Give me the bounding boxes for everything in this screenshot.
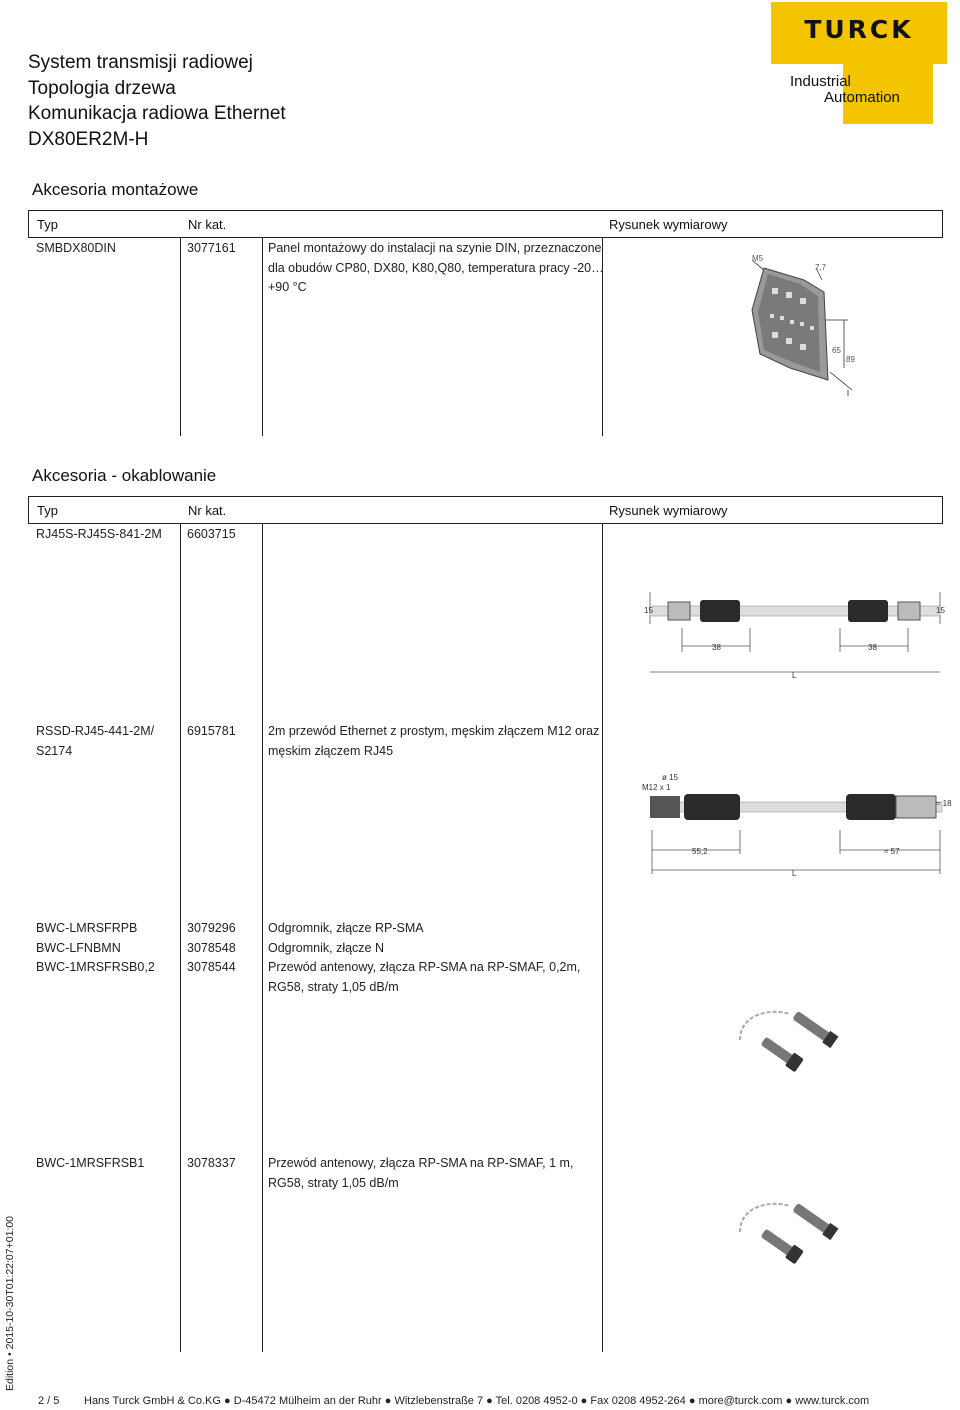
row-nr: 3078337 — [187, 1156, 236, 1170]
label-38-left: 38 — [712, 643, 721, 652]
label-l: L — [792, 671, 797, 680]
document-title — [28, 50, 286, 152]
footer-company: Hans Turck GmbH & Co.KG ● D-45472 Mülheim an der Ruhr ● Witzlebenstraße 7 ● Tel. 0208 4952-0 ● Fax 0208 4952-264 ● more@turck.com ● www.turck.com — [84, 1395, 870, 1407]
col-drawing: Rysunek wymiarowy — [609, 217, 728, 232]
label-m12: M12 x 1 — [642, 783, 671, 792]
section-title-mounting: Akcesoria montażowe — [32, 180, 199, 199]
logo-tagline-automation: Automation — [824, 89, 900, 106]
row-desc: 2m przewód Ethernet z prostym, męskim złączem M12 oraz męskim złączem RJ45 — [268, 724, 600, 758]
column-divider — [180, 524, 181, 1352]
title-line-4: DX80ER2M-H — [28, 128, 149, 150]
row-nr: 6603715 — [187, 527, 236, 541]
col-typ: Typ — [37, 217, 58, 232]
row-desc: Odgromnik, złącze RP-SMA Odgromnik, złącze N Przewód antenowy, złącza RP-SMA na RP-SMAF, 0,2m, RG58, straty 1,05 dB/m — [268, 921, 581, 994]
label-89: 89 — [846, 355, 855, 364]
table-header-cabling — [28, 496, 943, 524]
row-nr: 6915781 — [187, 724, 236, 738]
label-55-2: 55,2 — [692, 847, 708, 856]
row-typ: BWC-1MRSFRSB1 — [36, 1156, 145, 1170]
logo-wordmark: TURCK — [804, 15, 914, 44]
label-57: ≈ 57 — [884, 847, 900, 856]
col-nr: Nr kat. — [188, 503, 227, 518]
row-typ: RJ45S-RJ45S-841-2M — [36, 527, 162, 541]
row-desc: Panel montażowy do instalacji na szynie DIN, przeznaczone dla obudów CP80, DX80, K80,Q80, temperatura pracy -20… +90 °C — [268, 241, 604, 294]
column-divider — [180, 238, 181, 436]
title-line-1: System transmisji radiowej — [28, 52, 253, 73]
section-title-cabling: Akcesoria - okablowanie — [32, 466, 217, 485]
m12-rj45-cable-drawing — [640, 770, 960, 880]
row-typ: BWC-LMRSFRPB BWC-LFNBMN BWC-1MRSFRSB0,2 — [36, 921, 155, 974]
label-dia-15: ø 15 — [662, 773, 679, 782]
column-divider — [262, 238, 263, 436]
table-header-mounting — [28, 210, 943, 238]
edition-stamp: Edition • 2015-10-30T01:22:07+01:00 — [4, 1215, 16, 1391]
row-nr: 3077161 — [187, 241, 236, 255]
logo-tagline-industrial: Industrial — [790, 73, 851, 90]
title-line-2: Topologia drzewa — [28, 77, 176, 99]
label-15-right: 15 — [936, 606, 945, 615]
label-7-7: 7,7 — [815, 263, 827, 272]
label-15-left: 15 — [644, 606, 653, 615]
row-desc: Przewód antenowy, złącza RP-SMA na RP-SMAF, 1 m, RG58, straty 1,05 dB/m — [268, 1156, 574, 1190]
label-18: ≈ 18 — [936, 799, 952, 808]
title-line-3: Komunikacja radiowa Ethernet — [28, 103, 286, 124]
row-nr: 3079296 3078548 3078544 — [187, 921, 236, 974]
label-65: 65 — [832, 346, 841, 355]
antenna-cable-drawing-long — [730, 1192, 850, 1272]
col-nr: Nr kat. — [188, 217, 227, 232]
din-panel-drawing — [740, 250, 870, 410]
row-typ: RSSD-RJ45-441-2M/ S2174 — [36, 724, 155, 758]
label-38-right: 38 — [868, 643, 877, 652]
column-divider — [602, 524, 603, 1352]
row-typ: SMBDX80DIN — [36, 241, 116, 255]
page-number: 2 / 5 — [38, 1395, 60, 1407]
label-l: L — [792, 869, 797, 878]
antenna-cable-drawing-short — [730, 1000, 850, 1080]
label-m5: M5 — [752, 254, 764, 263]
column-divider — [262, 524, 263, 1352]
col-drawing: Rysunek wymiarowy — [609, 503, 728, 518]
rj45-cable-drawing — [640, 588, 950, 688]
col-typ: Typ — [37, 503, 58, 518]
